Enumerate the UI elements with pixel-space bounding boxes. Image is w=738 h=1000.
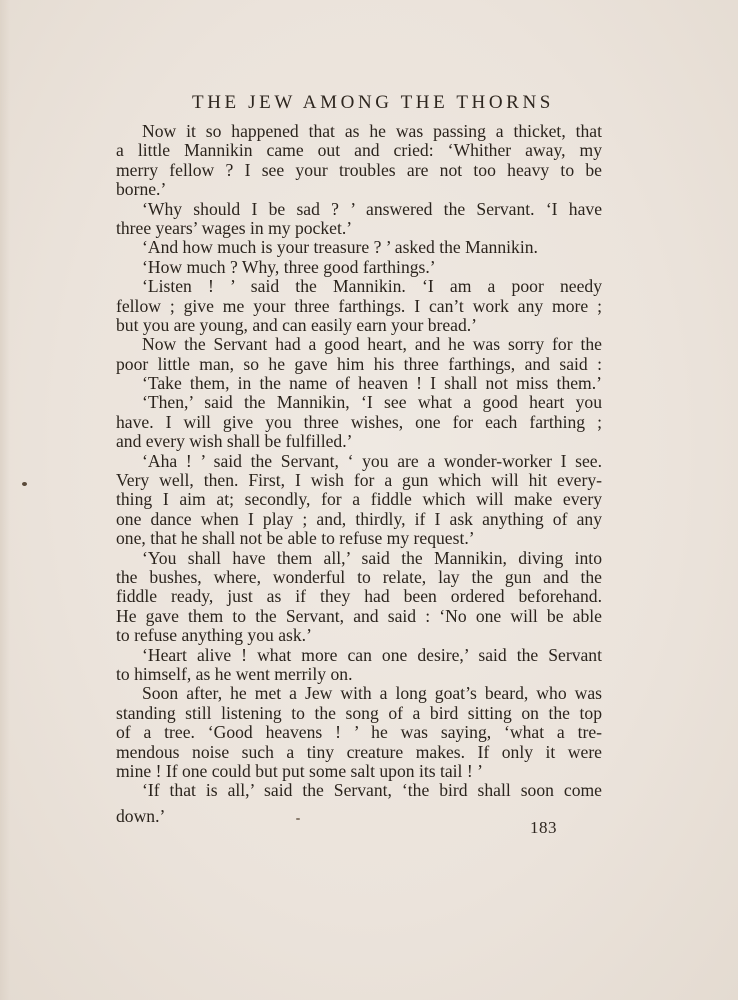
text-line: three years’ wages in my pocket.’ xyxy=(116,217,353,238)
text-line: mine ! If one could but put some salt upon its tail ! ’ xyxy=(116,760,483,781)
text-line: merry fellow ? I see your troubles are not too heavy to be xyxy=(116,159,602,180)
text-line: Very well, then. First, I wish for a gun which will hit every- xyxy=(116,470,602,491)
text-line: fellow ; give me your three farthings. I can’t work any more ; xyxy=(116,295,602,316)
text-line: down.’ xyxy=(116,805,166,826)
text-line: ‘If that is all,’ said the Servant, ‘the bird shall soon come xyxy=(142,780,602,801)
text-line: borne.’ xyxy=(116,179,167,200)
text-line: ‘Aha ! ’ said the Servant, ‘ you are a wonder-worker I see. xyxy=(142,450,602,471)
text-line: and every wish shall be fulfilled.’ xyxy=(116,431,353,452)
text-line: standing still listening to the song of a bird sitting on the top xyxy=(116,702,602,723)
text-line: one dance when I play ; and, thirdly, if I ask anything of any xyxy=(116,508,602,529)
page-edge-shadow xyxy=(0,0,10,1000)
text-line: He gave them to the Servant, and said : ‘No one will be able xyxy=(116,605,602,626)
text-line: ‘You shall have them all,’ said the Mannikin, diving into xyxy=(142,547,602,568)
text-line: a little Mannikin came out and cried: ‘Whither away, my xyxy=(116,140,602,161)
text-line: Now it so happened that as he was passing a thicket, that xyxy=(142,121,602,141)
text-line: Now the Servant had a good heart, and he was sorry for the xyxy=(142,334,602,355)
text-line: to himself, as he went merrily on. xyxy=(116,663,353,684)
text-line: to refuse anything you ask.’ xyxy=(116,625,312,646)
text-line: thing I aim at; secondly, for a fiddle which will make every xyxy=(116,489,602,510)
text-line: ‘How much ? Why, three good farthings.’ xyxy=(142,256,436,277)
text-line: mendous noise such a tiny creature makes. If only it were xyxy=(116,741,602,762)
text-line: one, that he shall not be able to refuse my request.’ xyxy=(116,528,475,549)
text-line: poor little man, so he gave him his three farthings, and said : xyxy=(116,353,602,374)
text-line: but you are young, and can easily earn your bread.’ xyxy=(116,314,478,335)
text-line: ‘And how much is your treasure ? ’ asked the Mannikin. xyxy=(142,237,538,258)
text-line: ‘Take them, in the name of heaven ! I shall not miss them.’ xyxy=(142,373,602,394)
margin-ink-mark xyxy=(22,482,27,486)
text-line: the bushes, where, wonderful to relate, lay the gun and the xyxy=(116,566,602,587)
text-line: ‘Why should I be sad ? ’ answered the Servant. ‘I have xyxy=(142,198,602,219)
text-line: have. I will give you three wishes, one for each farthing ; xyxy=(116,411,602,432)
body-text xyxy=(116,122,602,826)
text-line: ‘Heart alive ! what more can one desire,’ said the Servant xyxy=(142,644,602,665)
page-number: 183 xyxy=(530,818,557,837)
running-head: THE JEW AMONG THE THORNS xyxy=(192,92,554,113)
paper-speck xyxy=(296,818,300,820)
text-line: ‘Listen ! ’ said the Mannikin. ‘I am a poor needy xyxy=(142,276,602,297)
text-line: ‘Then,’ said the Mannikin, ‘I see what a good heart you xyxy=(142,392,602,413)
text-line: fiddle ready, just as if they had been ordered beforehand. xyxy=(116,586,602,607)
text-line: Soon after, he met a Jew with a long goat’s beard, who was xyxy=(142,683,602,704)
text-line: of a tree. ‘Good heavens ! ’ he was saying, ‘what a tre- xyxy=(116,722,602,743)
